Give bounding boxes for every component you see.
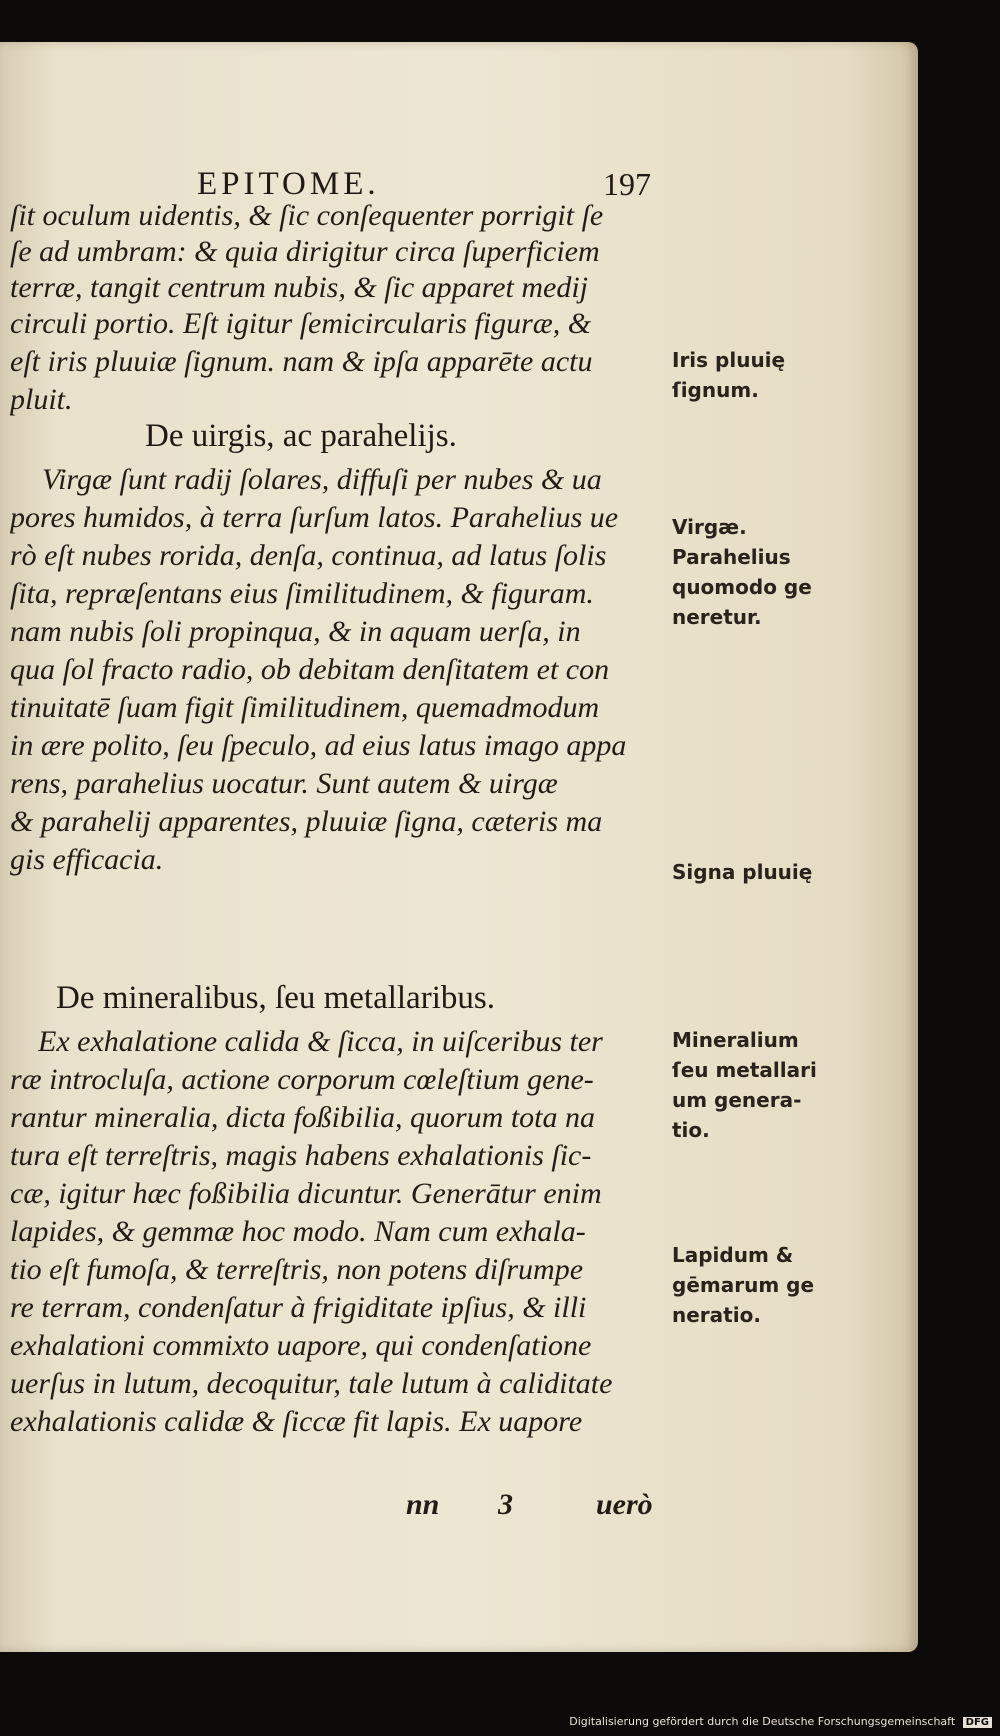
text-line: rantur mineralia, dicta foßibilia, quorum tota na [10,1101,596,1134]
running-head: EPITOME. [197,166,380,202]
text-line: Virgæ ſunt radij ſolares, diffuſi per nubes & ua [42,463,602,496]
marginal-note-line: ſignum. [672,378,759,402]
marginal-note-line: neratio. [672,1303,761,1327]
text-line: exhalationi commixto uapore, qui condenſatione [10,1329,592,1362]
dfg-logo: DFG [963,1717,992,1728]
marginal-note [672,512,832,632]
text-line: pores humidos, à terra ſurſum latos. Parahelius ue [10,501,619,534]
page-number: 197 [603,166,651,202]
marginal-note [672,345,832,405]
digitization-credit [0,1715,992,1728]
marginal-note-line: Lapidum & [672,1243,794,1267]
signature-mark: nn [406,1488,440,1521]
text-line: cæ, igitur hæc foßibilia dicuntur. Generātur enim [10,1177,602,1210]
text-line: nam nubis ſoli propinqua, & in aquam uerſa, in [10,615,581,648]
marginal-note [672,1240,832,1330]
text-line: gis efficacia. [10,843,164,876]
credit-text: Digitalisierung gefördert durch die Deutsche Forschungsgemeinschaft [569,1715,956,1728]
text-line: lapides, & gemmæ hoc modo. Nam cum exhala- [10,1215,586,1248]
marginal-note-line: Signa pluuię [672,860,813,884]
text-line: pluit. [10,383,73,416]
text-line: circuli portio. Eſt igitur ſemicircularis figuræ, & [10,307,592,340]
marginal-note [672,857,832,887]
text-line: rò eſt nubes rorida, denſa, continua, ad latus ſolis [10,539,607,572]
marginal-note-line: quomodo ge [672,575,812,599]
text-line: uerſus in lutum, decoquitur, tale lutum à caliditate [10,1367,613,1400]
marginal-note-line: Virgæ. [672,515,747,539]
section-heading: De uirgis, ac parahelijs. [145,418,457,454]
marginal-note-line: um genera- [672,1088,802,1112]
text-line: ſita, repræſentans eius ſimilitudinem, & figuram. [10,577,594,610]
text-line: eſt iris pluuiæ ſignum. nam & ipſa apparēte actu [10,345,593,378]
section-heading: De mineralibus, ſeu metallaribus. [56,980,495,1016]
text-line: ræ introcluſa, actione corporum cœleſtium gene- [10,1063,594,1096]
text-line: Ex exhalatione calida & ſicca, in uiſceribus ter [38,1025,603,1058]
marginal-note-line: gēmarum ge [672,1273,815,1297]
text-line: tura eſt terreſtris, magis habens exhalationis ſic- [10,1139,592,1172]
marginal-note-line: ſeu metallari [672,1058,817,1082]
text-line: terræ, tangit centrum nubis, & ſic apparet medij [10,271,589,304]
marginal-note-line: Iris pluuię [672,348,786,372]
marginal-note-line: Mineralium [672,1028,799,1052]
text-line: ſit oculum uidentis, & ſic conſequenter porrigit ſe [10,199,604,232]
signature-number: 3 [498,1488,513,1521]
text-line: rens, parahelius uocatur. Sunt autem & uirgæ [10,767,558,800]
marginal-note-line: neretur. [672,605,762,629]
marginal-note-line: Parahelius [672,545,791,569]
marginal-note [672,1025,832,1145]
marginal-note-line: tio. [672,1118,710,1142]
text-line: ſe ad umbram: & quia dirigitur circa ſuperficiem [10,235,600,268]
text-line: in ære polito, ſeu ſpeculo, ad eius latus imago appa [10,729,627,762]
text-line: qua ſol fracto radio, ob debitam denſitatem et con [10,653,610,686]
text-line: & parahelij apparentes, pluuiæ ſigna, cæteris ma [10,805,603,838]
text-line: tinuitatē ſuam figit ſimilitudinem, quemadmodum [10,691,600,724]
text-line: tio eſt fumoſa, & terreſtris, non potens diſrumpe [10,1253,584,1286]
text-line: exhalationis calidæ & ſiccæ fit lapis. Ex uapore [10,1405,583,1438]
catchword: uerò [596,1488,653,1521]
text-line: re terram, condenſatur à frigiditate ipſius, & illi [10,1291,587,1324]
